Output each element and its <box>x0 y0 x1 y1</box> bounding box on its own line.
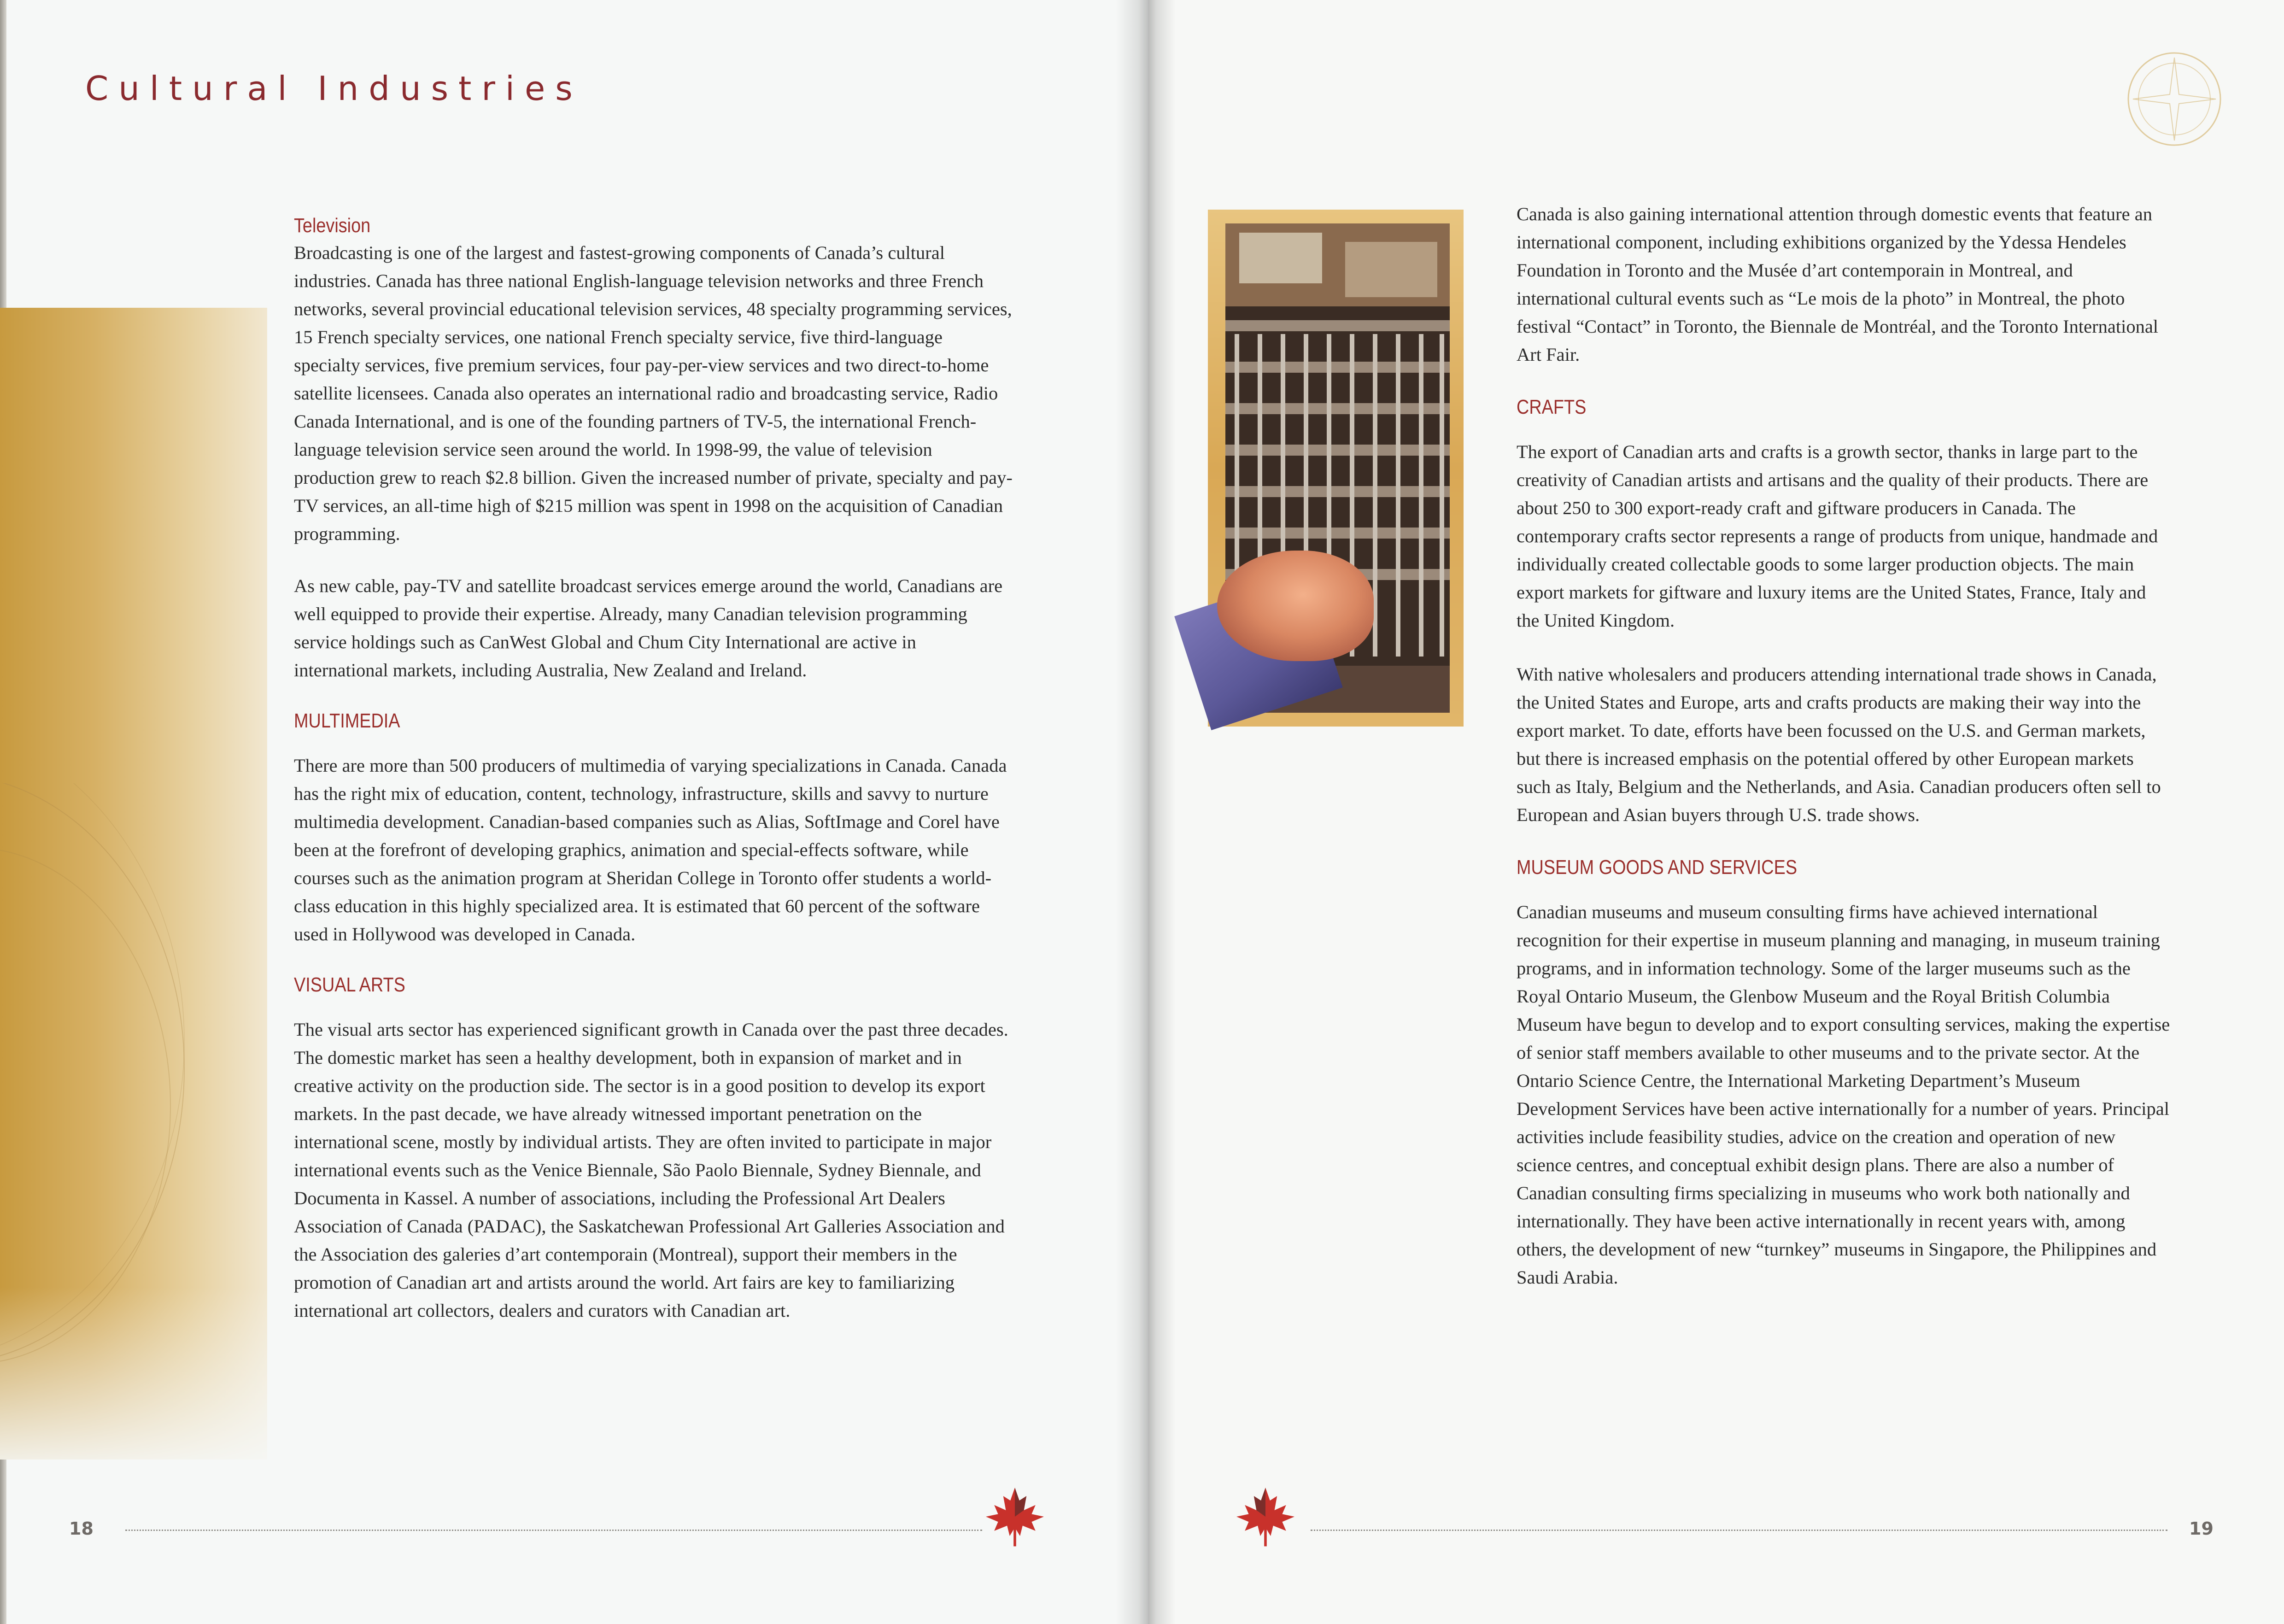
left-text-column <box>294 213 1013 1325</box>
maple-leaf-icon <box>980 1484 1049 1549</box>
compass-seal-icon <box>2110 48 2239 159</box>
paragraph-crafts-1: The export of Canadian arts and crafts is a growth sector, thanks in large part to the creativity of Canadian artists and artisans and the quality of their products. There are about 250 to 300 export-ready craft and giftware producers in Canada. The contemporary crafts sector represents a range of products from unique, handmade and individually created collectable goods to some larger production objects. The main export markets for giftware and luxury items are the United States, France, Italy and the United Kingdom. <box>1517 441 2158 631</box>
maple-leaf-icon <box>1231 1484 1300 1549</box>
section-heading-visual-arts: VISUAL ARTS <box>294 973 405 996</box>
paragraph-multimedia-1: There are more than 500 producers of multimedia of varying specializations in Canada. Canada has the right mix of education, content, technology, infrastructure, skills and savvy to nurture multimedia development. Canadian-based companies such as Alias, SoftImage and Corel have been at the forefront of developing graphics, animation and special-effects software, while courses such as the animation program at Sheridan College in Toronto offer students a world-class education in this highly specialized area. It is estimated that 60 percent of the software used in Hollywood was developed in Canada. <box>294 755 1007 944</box>
paragraph-intro-1: Canada is also gaining international attention through domestic events that feature an international component, including exhibitions organized by the Ydessa Hendeles Foundation in Toronto and the Musée d’art contemporain in Montreal, and international cultural events such as “Le mois de la photo” in Montreal, the photo festival “Contact” in Toronto, the Biennale de Montréal, and the Toronto International Art Fair. <box>1517 204 2159 365</box>
right-page <box>1148 0 2284 1624</box>
section-heading-crafts: CRAFTS <box>1517 396 1587 418</box>
paragraph-television-1: Broadcasting is one of the largest and fastest-growing components of Canada’s cultural industries. Canada has three national English-language television networks and three French networks, several provincial educational television services, 48 specialty programming services, 15 French specialty services, one national French specialty service, five third-language specialty services, five premium services, four pay-per-view services and two direct-to-home satellite licensees. Canada also operates an international radio and broadcasting service, Radio Canada International, and is one of the founding partners of TV-5, the international French- language television service seen around the world. In 1998-99, the value of television production grew to reach $2.8 billion. Given the increased number of private, specialty and pay-TV services, an all-time high of $215 million was spent in 1998 on the acquisition of Canadian programming. <box>294 242 1013 544</box>
page-section-title: Cultural Industries <box>85 69 583 108</box>
section-heading-multimedia: MULTIMEDIA <box>294 709 400 732</box>
section-heading-museum-goods: MUSEUM GOODS AND SERVICES <box>1517 856 1798 879</box>
spine-shadow <box>1116 0 1148 1624</box>
footer-dotted-rule-right <box>1311 1530 2167 1531</box>
mixing-console-photo <box>1208 210 1464 727</box>
page-number-left: 18 <box>69 1518 94 1539</box>
footer-dotted-rule-left <box>125 1530 982 1531</box>
paragraph-visual-arts-1: The visual arts sector has experienced significant growth in Canada over the past three decades. The domestic market has seen a healthy development, both in expansion of market and in creative activity on the production side. The sector is in a good position to develop its export markets. In the past decade, we have already witnessed important penetration on the international scene, mostly by individual artists. They are often invited to participate in major international events such as the Venice Biennale, São Paolo Biennale, Sydney Biennale, and Documenta in Kassel. A number of associations, including the Professional Art Dealers Association of Canada (PADAC), the Saskatchewan Professional Art Galleries Association and the Association des galeries d’art contemporain (Montreal), support their members in the promotion of Canadian art and artists around the world. Art fairs are key to familiarizing international art collectors, dealers and curators with Canadian art. <box>294 1019 1008 1321</box>
right-text-column <box>1517 200 2171 1291</box>
photo-hand <box>1217 551 1374 661</box>
orbit-lines-decoration <box>0 783 221 1405</box>
paragraph-museum-goods-1: Canadian museums and museum consulting firms have achieved international recognition for their expertise in museum planning and managing, in museum training programs, and in information technology. Some of the larger museums such as the Royal Ontario Museum, the Glenbow Museum and the Royal British Columbia Museum have begun to develop and to export consulting services, making the expertise of senior staff members available to other museums and to the private sector. At the Ontario Science Centre, the International Marketing Department’s Museum Development Services have been active internationally for a number of years. Principal activities include feasibility studies, advice on the creation and operation of new science centres, and conceptual exhibit design plans. There are also a number of Canadian consulting firms specializing in museums who work both nationally and internationally. They have been active internationally in recent years with, among others, the development of new “turnkey” museums in Singapore, the Philippines and Saudi Arabia. <box>1517 902 2170 1288</box>
paragraph-crafts-2: With native wholesalers and producers attending international trade shows in Canada, the United States and Europe, arts and crafts products are making their way into the export market. To date, efforts have been focussed on the U.S. and German markets, but there is increased emphasis on the potential offered by other European markets such as Italy, Belgium and the Netherlands, and Asia. Canadian producers often sell to European and Asian buyers through U.S. trade shows. <box>1517 664 2161 825</box>
paragraph-television-2: As new cable, pay-TV and satellite broadcast services emerge around the world, Canadians are well equipped to provide their expertise. Already, many Canadian television programming service holdings such as CanWest Global and Chum City International are active in international markets, including Australia, New Zealand and Ireland. <box>294 575 1003 680</box>
page-number-right: 19 <box>2189 1518 2214 1539</box>
section-heading-television: Television <box>294 214 371 237</box>
spine-shadow <box>1148 0 1176 1624</box>
